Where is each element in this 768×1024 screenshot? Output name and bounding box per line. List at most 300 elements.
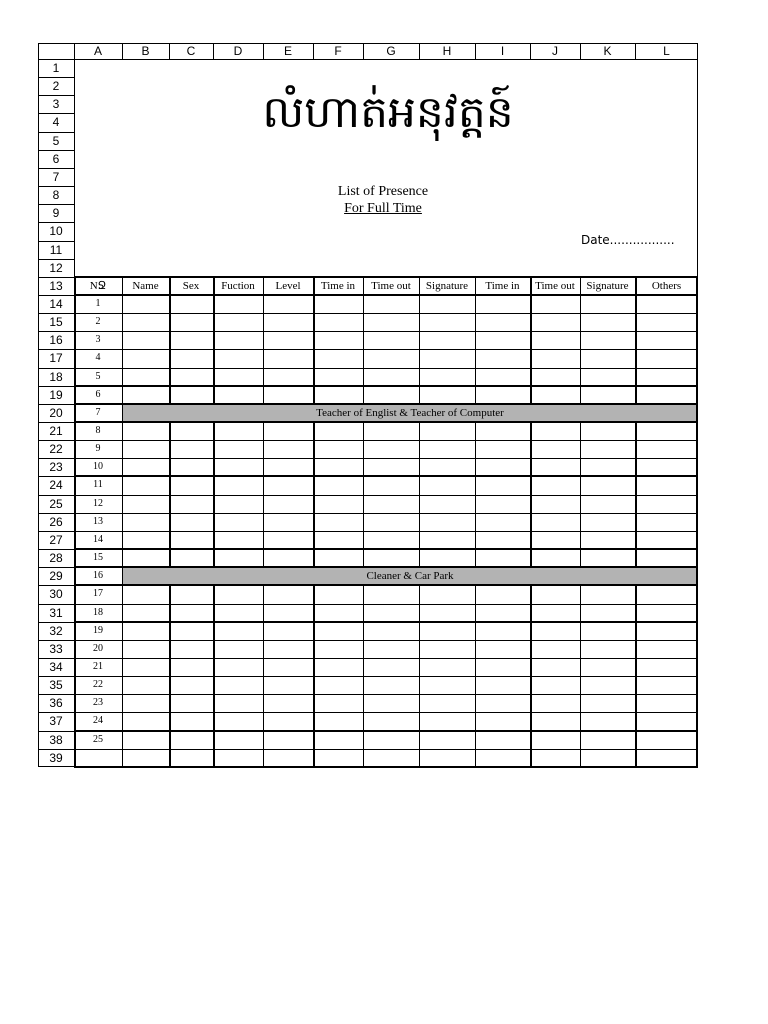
table-cell[interactable] bbox=[419, 731, 475, 749]
table-cell[interactable] bbox=[530, 749, 580, 767]
table-cell[interactable] bbox=[419, 712, 475, 730]
table-cell[interactable] bbox=[530, 604, 580, 622]
table-cell[interactable] bbox=[122, 640, 169, 658]
table-cell[interactable] bbox=[475, 386, 530, 404]
table-cell[interactable] bbox=[263, 313, 313, 331]
row-header-26[interactable]: 26 bbox=[49, 514, 63, 529]
table-cell[interactable] bbox=[213, 349, 263, 367]
table-cell[interactable] bbox=[580, 531, 635, 549]
table-cell[interactable] bbox=[213, 495, 263, 513]
table-header-cell[interactable]: Time out bbox=[535, 279, 575, 292]
table-cell[interactable] bbox=[169, 313, 213, 331]
table-cell[interactable] bbox=[419, 640, 475, 658]
table-cell[interactable] bbox=[213, 295, 263, 313]
table-cell[interactable] bbox=[313, 531, 363, 549]
table-cell[interactable] bbox=[363, 731, 419, 749]
table-cell[interactable] bbox=[313, 694, 363, 712]
table-cell[interactable] bbox=[580, 422, 635, 440]
table-cell[interactable] bbox=[263, 458, 313, 476]
table-cell[interactable] bbox=[169, 622, 213, 640]
row-number-cell[interactable]: 12 bbox=[93, 497, 103, 509]
row-header-18[interactable]: 18 bbox=[49, 369, 63, 384]
table-cell[interactable] bbox=[213, 731, 263, 749]
table-cell[interactable] bbox=[363, 749, 419, 767]
table-cell[interactable] bbox=[580, 495, 635, 513]
row-header-37[interactable]: 37 bbox=[49, 714, 63, 729]
table-cell[interactable] bbox=[122, 513, 169, 531]
table-cell[interactable] bbox=[475, 549, 530, 567]
table-header-cell[interactable]: Fuction bbox=[221, 279, 255, 292]
row-number-cell[interactable]: 23 bbox=[93, 697, 103, 709]
row-header-34[interactable]: 34 bbox=[49, 659, 63, 674]
table-cell[interactable] bbox=[169, 422, 213, 440]
table-cell[interactable] bbox=[213, 313, 263, 331]
table-cell[interactable] bbox=[635, 676, 698, 694]
table-cell[interactable] bbox=[213, 458, 263, 476]
table-cell[interactable] bbox=[475, 368, 530, 386]
table-cell[interactable] bbox=[419, 386, 475, 404]
table-cell[interactable] bbox=[530, 422, 580, 440]
table-cell[interactable] bbox=[475, 658, 530, 676]
table-cell[interactable] bbox=[313, 749, 363, 767]
table-cell[interactable] bbox=[363, 658, 419, 676]
table-cell[interactable] bbox=[122, 694, 169, 712]
table-cell[interactable] bbox=[530, 331, 580, 349]
table-cell[interactable] bbox=[122, 386, 169, 404]
table-cell[interactable] bbox=[363, 458, 419, 476]
row-header-24[interactable]: 24 bbox=[49, 478, 63, 493]
table-cell[interactable] bbox=[169, 731, 213, 749]
table-cell[interactable] bbox=[263, 531, 313, 549]
table-cell[interactable] bbox=[419, 440, 475, 458]
table-cell[interactable] bbox=[475, 694, 530, 712]
table-cell[interactable] bbox=[475, 622, 530, 640]
table-cell[interactable] bbox=[169, 349, 213, 367]
table-cell[interactable] bbox=[363, 513, 419, 531]
table-cell[interactable] bbox=[475, 458, 530, 476]
table-cell[interactable] bbox=[419, 622, 475, 640]
table-cell[interactable] bbox=[419, 349, 475, 367]
table-cell[interactable] bbox=[363, 676, 419, 694]
table-cell[interactable] bbox=[580, 513, 635, 531]
table-cell[interactable] bbox=[419, 495, 475, 513]
row-number-cell[interactable]: 22 bbox=[93, 679, 103, 691]
table-cell[interactable] bbox=[313, 476, 363, 494]
table-cell[interactable] bbox=[635, 368, 698, 386]
table-cell[interactable] bbox=[313, 731, 363, 749]
table-cell[interactable] bbox=[635, 640, 698, 658]
table-cell[interactable] bbox=[635, 604, 698, 622]
table-cell[interactable] bbox=[313, 622, 363, 640]
table-cell[interactable] bbox=[363, 622, 419, 640]
table-cell[interactable] bbox=[122, 476, 169, 494]
row-number-cell[interactable] bbox=[74, 749, 122, 767]
table-cell[interactable] bbox=[169, 585, 213, 603]
row-header-29[interactable]: 29 bbox=[49, 569, 63, 584]
table-cell[interactable] bbox=[313, 495, 363, 513]
column-header-d[interactable]: D bbox=[233, 44, 243, 58]
table-cell[interactable] bbox=[635, 622, 698, 640]
table-cell[interactable] bbox=[530, 476, 580, 494]
row-number-cell[interactable]: 20 bbox=[93, 642, 103, 654]
table-cell[interactable] bbox=[169, 513, 213, 531]
table-header-cell[interactable]: Signature bbox=[425, 279, 469, 292]
table-cell[interactable] bbox=[313, 349, 363, 367]
table-cell[interactable] bbox=[313, 604, 363, 622]
table-cell[interactable] bbox=[263, 549, 313, 567]
table-cell[interactable] bbox=[169, 458, 213, 476]
row-header-12[interactable]: 12 bbox=[49, 260, 63, 275]
table-cell[interactable] bbox=[419, 368, 475, 386]
table-cell[interactable] bbox=[363, 531, 419, 549]
table-cell[interactable] bbox=[263, 440, 313, 458]
table-cell[interactable] bbox=[475, 585, 530, 603]
table-cell[interactable] bbox=[419, 295, 475, 313]
row-header-36[interactable]: 36 bbox=[49, 696, 63, 711]
table-cell[interactable] bbox=[122, 676, 169, 694]
table-cell[interactable] bbox=[635, 585, 698, 603]
table-cell[interactable] bbox=[580, 712, 635, 730]
table-header-cell[interactable]: Signature bbox=[586, 279, 629, 292]
table-cell[interactable] bbox=[530, 440, 580, 458]
column-header-e[interactable]: E bbox=[283, 44, 292, 58]
table-cell[interactable] bbox=[419, 531, 475, 549]
table-cell[interactable] bbox=[580, 549, 635, 567]
table-cell[interactable] bbox=[313, 658, 363, 676]
table-cell[interactable] bbox=[263, 295, 313, 313]
row-header-31[interactable]: 31 bbox=[49, 605, 63, 620]
table-cell[interactable] bbox=[580, 368, 635, 386]
table-cell[interactable] bbox=[635, 422, 698, 440]
row-header-9[interactable]: 9 bbox=[52, 206, 60, 221]
table-cell[interactable] bbox=[263, 476, 313, 494]
table-cell[interactable] bbox=[580, 604, 635, 622]
table-cell[interactable] bbox=[169, 604, 213, 622]
table-cell[interactable] bbox=[530, 313, 580, 331]
table-header-cell[interactable]: Time in bbox=[485, 279, 520, 292]
table-cell[interactable] bbox=[313, 295, 363, 313]
row-number-cell[interactable]: 11 bbox=[93, 479, 103, 491]
table-cell[interactable] bbox=[213, 440, 263, 458]
table-cell[interactable] bbox=[263, 604, 313, 622]
table-cell[interactable] bbox=[580, 458, 635, 476]
table-cell[interactable] bbox=[363, 694, 419, 712]
table-cell[interactable] bbox=[363, 386, 419, 404]
table-cell[interactable] bbox=[263, 712, 313, 730]
row-header-3[interactable]: 3 bbox=[52, 97, 60, 112]
row-header-23[interactable]: 23 bbox=[49, 460, 63, 475]
table-cell[interactable] bbox=[419, 676, 475, 694]
table-cell[interactable] bbox=[475, 712, 530, 730]
table-cell[interactable] bbox=[313, 712, 363, 730]
table-cell[interactable] bbox=[530, 495, 580, 513]
row-number-cell[interactable]: 18 bbox=[93, 606, 103, 618]
row-number-cell[interactable]: 9 bbox=[95, 443, 101, 455]
column-header-c[interactable]: C bbox=[186, 44, 196, 58]
table-cell[interactable] bbox=[122, 331, 169, 349]
table-cell[interactable] bbox=[213, 531, 263, 549]
table-cell[interactable] bbox=[213, 585, 263, 603]
table-cell[interactable] bbox=[530, 731, 580, 749]
table-cell[interactable] bbox=[475, 495, 530, 513]
table-cell[interactable] bbox=[169, 440, 213, 458]
table-cell[interactable] bbox=[169, 295, 213, 313]
table-cell[interactable] bbox=[635, 440, 698, 458]
row-header-17[interactable]: 17 bbox=[49, 351, 63, 366]
table-cell[interactable] bbox=[580, 313, 635, 331]
table-cell[interactable] bbox=[419, 549, 475, 567]
table-cell[interactable] bbox=[580, 658, 635, 676]
column-header-b[interactable]: B bbox=[141, 44, 150, 58]
table-cell[interactable] bbox=[313, 386, 363, 404]
table-cell[interactable] bbox=[263, 495, 313, 513]
row-header-33[interactable]: 33 bbox=[49, 641, 63, 656]
row-number-cell[interactable]: 3 bbox=[95, 334, 101, 346]
row-number-cell[interactable]: 19 bbox=[93, 624, 103, 636]
row-number-cell[interactable]: 15 bbox=[93, 552, 103, 564]
table-cell[interactable] bbox=[313, 676, 363, 694]
row-header-15[interactable]: 15 bbox=[49, 315, 63, 330]
table-cell[interactable] bbox=[363, 495, 419, 513]
table-header-cell[interactable]: Name bbox=[132, 279, 159, 292]
table-cell[interactable] bbox=[475, 676, 530, 694]
table-header-cell[interactable]: Others bbox=[651, 279, 682, 292]
row-header-32[interactable]: 32 bbox=[49, 623, 63, 638]
table-cell[interactable] bbox=[635, 295, 698, 313]
table-cell[interactable] bbox=[363, 476, 419, 494]
table-cell[interactable] bbox=[419, 513, 475, 531]
table-cell[interactable] bbox=[635, 513, 698, 531]
table-cell[interactable] bbox=[213, 658, 263, 676]
row-number-cell[interactable]: 1 bbox=[95, 297, 101, 309]
table-cell[interactable] bbox=[263, 731, 313, 749]
table-cell[interactable] bbox=[263, 386, 313, 404]
row-number-cell[interactable]: 21 bbox=[93, 660, 103, 672]
table-cell[interactable] bbox=[263, 513, 313, 531]
table-header-cell[interactable]: NՋ bbox=[89, 279, 107, 292]
table-cell[interactable] bbox=[169, 368, 213, 386]
row-header-30[interactable]: 30 bbox=[49, 587, 63, 602]
table-cell[interactable] bbox=[213, 676, 263, 694]
table-cell[interactable] bbox=[213, 368, 263, 386]
table-cell[interactable] bbox=[363, 295, 419, 313]
table-cell[interactable] bbox=[169, 386, 213, 404]
table-cell[interactable] bbox=[122, 295, 169, 313]
row-number-cell[interactable]: 4 bbox=[95, 352, 101, 364]
row-number-cell[interactable]: 25 bbox=[93, 733, 103, 745]
table-cell[interactable] bbox=[263, 585, 313, 603]
table-cell[interactable] bbox=[263, 331, 313, 349]
table-cell[interactable] bbox=[475, 313, 530, 331]
table-cell[interactable] bbox=[530, 640, 580, 658]
table-cell[interactable] bbox=[263, 622, 313, 640]
table-cell[interactable] bbox=[169, 749, 213, 767]
table-cell[interactable] bbox=[313, 458, 363, 476]
table-cell[interactable] bbox=[363, 640, 419, 658]
table-cell[interactable] bbox=[263, 694, 313, 712]
table-cell[interactable] bbox=[635, 658, 698, 676]
row-header-39[interactable]: 39 bbox=[49, 750, 63, 765]
row-number-cell[interactable]: 6 bbox=[95, 388, 101, 400]
table-cell[interactable] bbox=[122, 622, 169, 640]
row-header-7[interactable]: 7 bbox=[52, 169, 60, 184]
table-cell[interactable] bbox=[635, 386, 698, 404]
table-cell[interactable] bbox=[419, 658, 475, 676]
table-cell[interactable] bbox=[213, 712, 263, 730]
table-cell[interactable] bbox=[363, 422, 419, 440]
table-cell[interactable] bbox=[530, 622, 580, 640]
row-header-6[interactable]: 6 bbox=[52, 151, 60, 166]
table-cell[interactable] bbox=[122, 458, 169, 476]
table-cell[interactable] bbox=[530, 386, 580, 404]
row-number-cell[interactable]: 13 bbox=[93, 515, 103, 527]
row-number-cell[interactable]: 14 bbox=[93, 533, 103, 545]
table-cell[interactable] bbox=[263, 368, 313, 386]
table-cell[interactable] bbox=[475, 640, 530, 658]
table-header-cell[interactable]: Sex bbox=[182, 279, 200, 292]
table-cell[interactable] bbox=[213, 640, 263, 658]
table-cell[interactable] bbox=[580, 331, 635, 349]
table-cell[interactable] bbox=[635, 531, 698, 549]
table-cell[interactable] bbox=[363, 440, 419, 458]
table-cell[interactable] bbox=[213, 331, 263, 349]
table-cell[interactable] bbox=[213, 422, 263, 440]
table-cell[interactable] bbox=[419, 331, 475, 349]
table-cell[interactable] bbox=[313, 422, 363, 440]
table-cell[interactable] bbox=[263, 349, 313, 367]
table-cell[interactable] bbox=[530, 349, 580, 367]
table-cell[interactable] bbox=[580, 640, 635, 658]
table-cell[interactable] bbox=[475, 349, 530, 367]
table-header-cell[interactable]: Time in bbox=[320, 279, 356, 292]
table-cell[interactable] bbox=[530, 676, 580, 694]
table-cell[interactable] bbox=[475, 731, 530, 749]
table-cell[interactable] bbox=[313, 585, 363, 603]
table-cell[interactable] bbox=[122, 712, 169, 730]
row-number-cell[interactable]: 24 bbox=[93, 715, 103, 727]
table-cell[interactable] bbox=[635, 313, 698, 331]
table-cell[interactable] bbox=[122, 604, 169, 622]
table-cell[interactable] bbox=[530, 458, 580, 476]
table-cell[interactable] bbox=[635, 712, 698, 730]
row-header-19[interactable]: 19 bbox=[49, 387, 63, 402]
row-header-16[interactable]: 16 bbox=[49, 333, 63, 348]
table-cell[interactable] bbox=[122, 749, 169, 767]
table-cell[interactable] bbox=[213, 694, 263, 712]
table-cell[interactable] bbox=[419, 694, 475, 712]
table-cell[interactable] bbox=[122, 495, 169, 513]
table-header-cell[interactable]: Level bbox=[275, 279, 301, 292]
table-cell[interactable] bbox=[169, 712, 213, 730]
column-header-h[interactable]: H bbox=[442, 44, 452, 58]
table-cell[interactable] bbox=[122, 440, 169, 458]
row-header-1[interactable]: 1 bbox=[52, 61, 60, 75]
table-cell[interactable] bbox=[213, 622, 263, 640]
table-cell[interactable] bbox=[313, 549, 363, 567]
table-cell[interactable] bbox=[122, 585, 169, 603]
table-cell[interactable] bbox=[635, 694, 698, 712]
table-cell[interactable] bbox=[530, 295, 580, 313]
table-cell[interactable] bbox=[530, 712, 580, 730]
table-cell[interactable] bbox=[263, 676, 313, 694]
table-cell[interactable] bbox=[419, 458, 475, 476]
table-cell[interactable] bbox=[475, 604, 530, 622]
table-cell[interactable] bbox=[363, 585, 419, 603]
table-cell[interactable] bbox=[530, 549, 580, 567]
table-cell[interactable] bbox=[475, 295, 530, 313]
table-cell[interactable] bbox=[475, 331, 530, 349]
table-cell[interactable] bbox=[263, 658, 313, 676]
table-cell[interactable] bbox=[580, 476, 635, 494]
row-header-8[interactable]: 8 bbox=[52, 188, 60, 203]
table-cell[interactable] bbox=[363, 712, 419, 730]
row-header-2[interactable]: 2 bbox=[52, 79, 60, 94]
table-cell[interactable] bbox=[475, 531, 530, 549]
table-cell[interactable] bbox=[313, 368, 363, 386]
table-cell[interactable] bbox=[263, 640, 313, 658]
table-header-cell[interactable]: Time out bbox=[371, 279, 411, 292]
table-cell[interactable] bbox=[475, 422, 530, 440]
column-header-f[interactable]: F bbox=[334, 44, 342, 58]
column-header-i[interactable]: I bbox=[500, 44, 505, 58]
column-header-g[interactable]: G bbox=[386, 44, 396, 58]
table-cell[interactable] bbox=[122, 658, 169, 676]
table-cell[interactable] bbox=[530, 694, 580, 712]
table-cell[interactable] bbox=[580, 295, 635, 313]
row-number-cell[interactable]: 17 bbox=[93, 588, 103, 600]
table-cell[interactable] bbox=[580, 349, 635, 367]
row-number-cell[interactable]: 16 bbox=[93, 570, 103, 582]
table-cell[interactable] bbox=[419, 422, 475, 440]
row-header-20[interactable]: 20 bbox=[49, 405, 63, 420]
column-header-k[interactable]: K bbox=[603, 44, 612, 58]
table-cell[interactable] bbox=[475, 513, 530, 531]
table-cell[interactable] bbox=[635, 749, 698, 767]
row-header-11[interactable]: 11 bbox=[49, 242, 63, 257]
table-cell[interactable] bbox=[122, 549, 169, 567]
table-cell[interactable] bbox=[419, 313, 475, 331]
row-number-cell[interactable]: 2 bbox=[95, 316, 101, 328]
row-number-cell[interactable]: 7 bbox=[95, 406, 101, 418]
table-cell[interactable] bbox=[530, 531, 580, 549]
table-cell[interactable] bbox=[313, 331, 363, 349]
table-cell[interactable] bbox=[635, 331, 698, 349]
table-cell[interactable] bbox=[580, 676, 635, 694]
table-cell[interactable] bbox=[419, 476, 475, 494]
table-cell[interactable] bbox=[419, 604, 475, 622]
row-header-27[interactable]: 27 bbox=[49, 532, 63, 547]
table-cell[interactable] bbox=[363, 331, 419, 349]
table-cell[interactable] bbox=[580, 622, 635, 640]
table-cell[interactable] bbox=[169, 331, 213, 349]
table-cell[interactable] bbox=[580, 749, 635, 767]
row-header-28[interactable]: 28 bbox=[49, 551, 63, 566]
table-cell[interactable] bbox=[213, 476, 263, 494]
column-header-a[interactable]: A bbox=[93, 44, 102, 58]
table-cell[interactable] bbox=[419, 585, 475, 603]
row-header-14[interactable]: 14 bbox=[49, 296, 63, 311]
table-cell[interactable] bbox=[122, 531, 169, 549]
table-cell[interactable] bbox=[263, 749, 313, 767]
table-cell[interactable] bbox=[363, 313, 419, 331]
table-cell[interactable] bbox=[419, 749, 475, 767]
row-number-cell[interactable]: 5 bbox=[95, 370, 101, 382]
column-header-j[interactable]: J bbox=[552, 44, 558, 58]
table-cell[interactable] bbox=[169, 640, 213, 658]
table-cell[interactable] bbox=[363, 549, 419, 567]
table-cell[interactable] bbox=[122, 313, 169, 331]
column-header-l[interactable]: L bbox=[663, 44, 670, 58]
